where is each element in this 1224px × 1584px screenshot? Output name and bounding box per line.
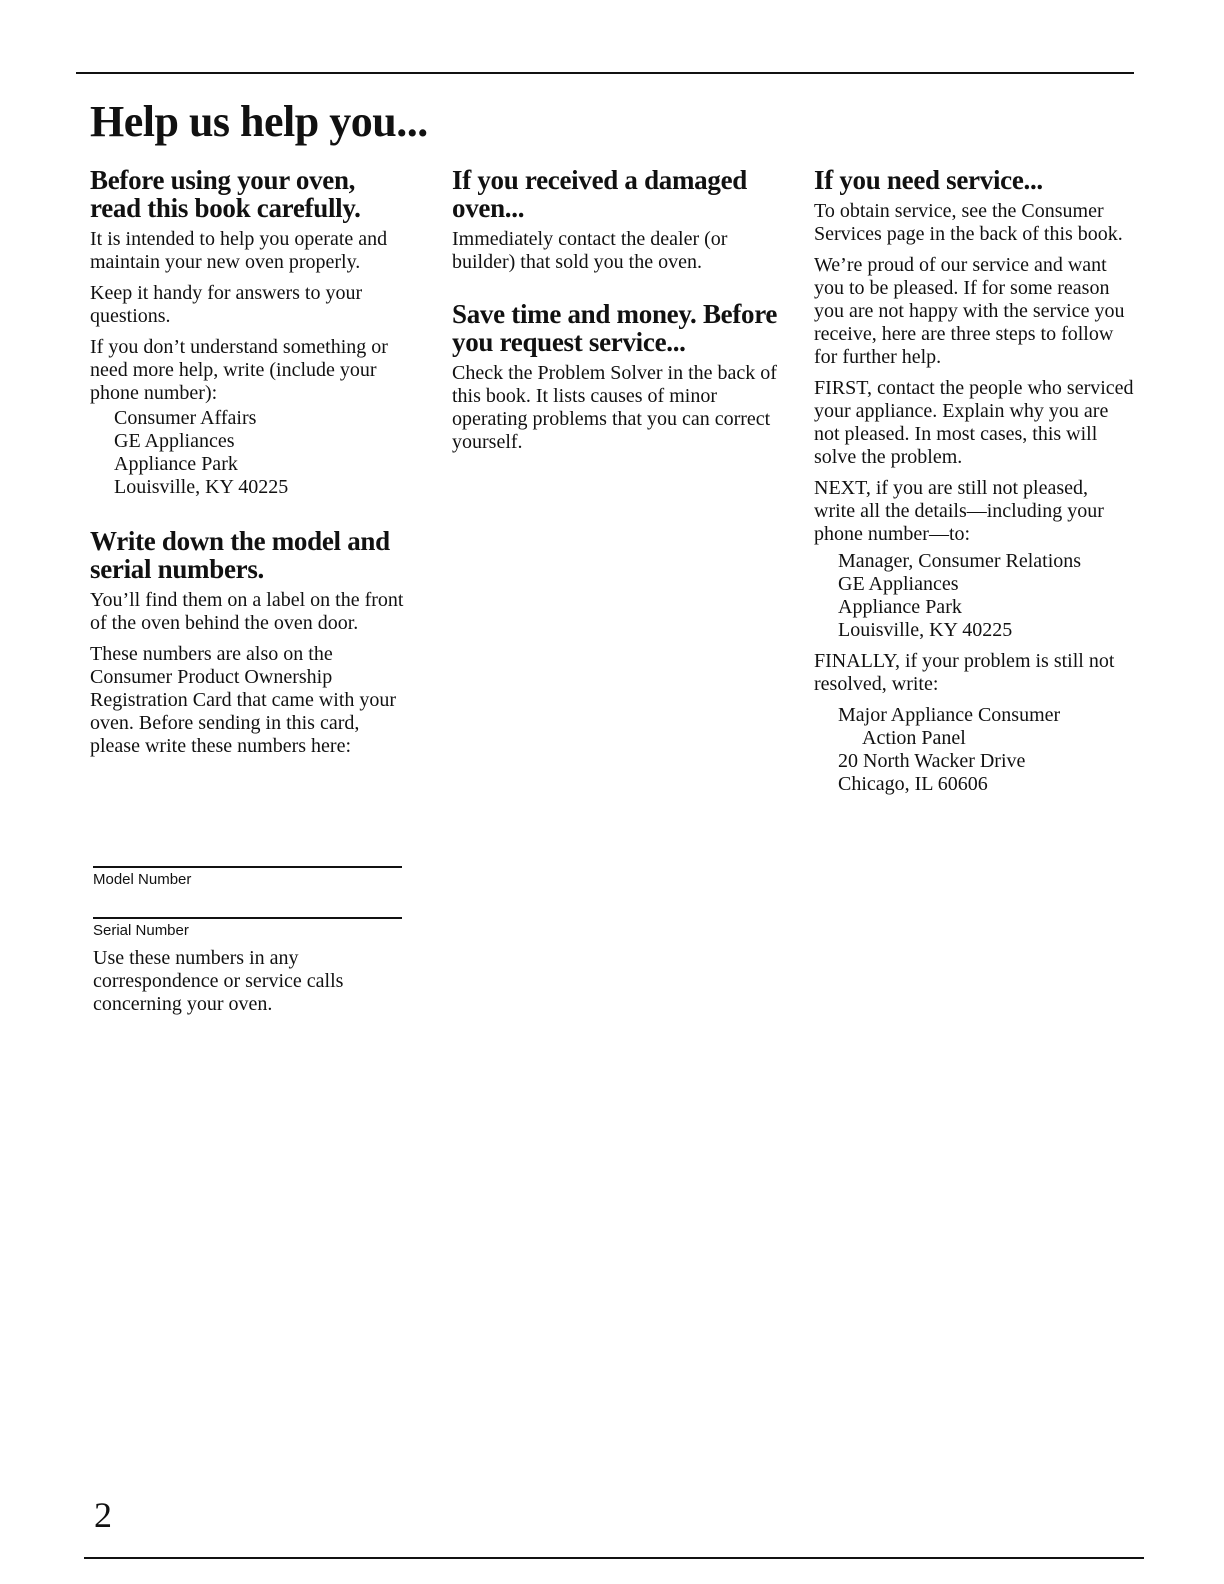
- heading-write-down: Write down the model and serial numbers.: [90, 526, 390, 584]
- address-line: Appliance Park: [114, 453, 238, 475]
- column-before-using: [90, 166, 410, 766]
- column-use-numbers: [93, 947, 413, 1024]
- address-line: GE Appliances: [838, 573, 959, 595]
- paragraph-keep-handy: Keep it handy for answers to your questions.: [90, 282, 363, 327]
- heading-damaged-oven: If you received a damaged oven...: [452, 165, 747, 223]
- paragraph-label-location: You’ll find them on a label on the front of the oven behind the oven door.: [90, 589, 404, 634]
- paragraph-next: NEXT, if you are still not pleased, write all the details—including your phone number—to:: [814, 477, 1104, 545]
- model-number-line[interactable]: [93, 866, 402, 868]
- heading-before-using: Before using your oven, read this book carefully.: [90, 165, 361, 223]
- address-line: Consumer Affairs: [114, 407, 257, 429]
- consumer-affairs-address: [114, 407, 410, 499]
- heading-need-service: If you need service...: [814, 165, 1043, 195]
- address-line: 20 North Wacker Drive: [838, 750, 1026, 772]
- paragraph-problem-solver: Check the Problem Solver in the back of this book. It lists causes of minor operating problems that you can correct yourself.: [452, 362, 777, 453]
- paragraph-intended: It is intended to help you operate and maintain your new oven properly.: [90, 228, 388, 273]
- page-title: Help us help you...: [90, 97, 428, 146]
- paragraph-need-help: If you don’t understand something or need more help, write (include your phone number):: [90, 336, 388, 404]
- serial-number-label: Serial Number: [93, 922, 189, 939]
- paragraph-finally: FINALLY, if your problem is still not resolved, write:: [814, 650, 1115, 695]
- serial-number-line[interactable]: [93, 917, 402, 919]
- address-line: Appliance Park: [838, 596, 962, 618]
- address-line: Louisville, KY 40225: [114, 476, 289, 498]
- column-damaged-oven: [452, 166, 782, 462]
- paragraph-obtain-service: To obtain service, see the Consumer Services page in the back of this book.: [814, 200, 1123, 245]
- paragraph-registration-card: These numbers are also on the Consumer Product Ownership Registration Card that came with your oven. Before sending in this card, please write these numbers here:: [90, 643, 397, 757]
- address-line: Louisville, KY 40225: [838, 619, 1013, 641]
- consumer-relations-address: [838, 550, 1134, 642]
- address-line: Action Panel: [862, 727, 966, 749]
- top-rule: [76, 72, 1134, 74]
- column-need-service: [814, 166, 1134, 804]
- address-line: Major Appliance Consumer: [838, 704, 1061, 726]
- action-panel-address: [838, 704, 1134, 796]
- model-number-label: Model Number: [93, 871, 192, 888]
- bottom-rule: [84, 1557, 1144, 1559]
- address-line: Chicago, IL 60606: [838, 773, 988, 795]
- paragraph-contact-dealer: Immediately contact the dealer (or builder) that sold you the oven.: [452, 228, 728, 273]
- address-line: Manager, Consumer Relations: [838, 550, 1082, 572]
- address-line: GE Appliances: [114, 430, 235, 452]
- page-number: 2: [94, 1495, 112, 1535]
- paragraph-first: FIRST, contact the people who serviced your appliance. Explain why you are not pleased. In most cases, this will solve the problem.: [814, 377, 1134, 468]
- paragraph-proud: We’re proud of our service and want you to be pleased. If for some reason you are not happy with the service you receive, here are three steps to follow for further help.: [814, 254, 1125, 368]
- paragraph-use-numbers: Use these numbers in any correspondence or service calls concerning your oven.: [93, 947, 344, 1015]
- heading-save-time: Save time and money. Before you request service...: [452, 299, 778, 357]
